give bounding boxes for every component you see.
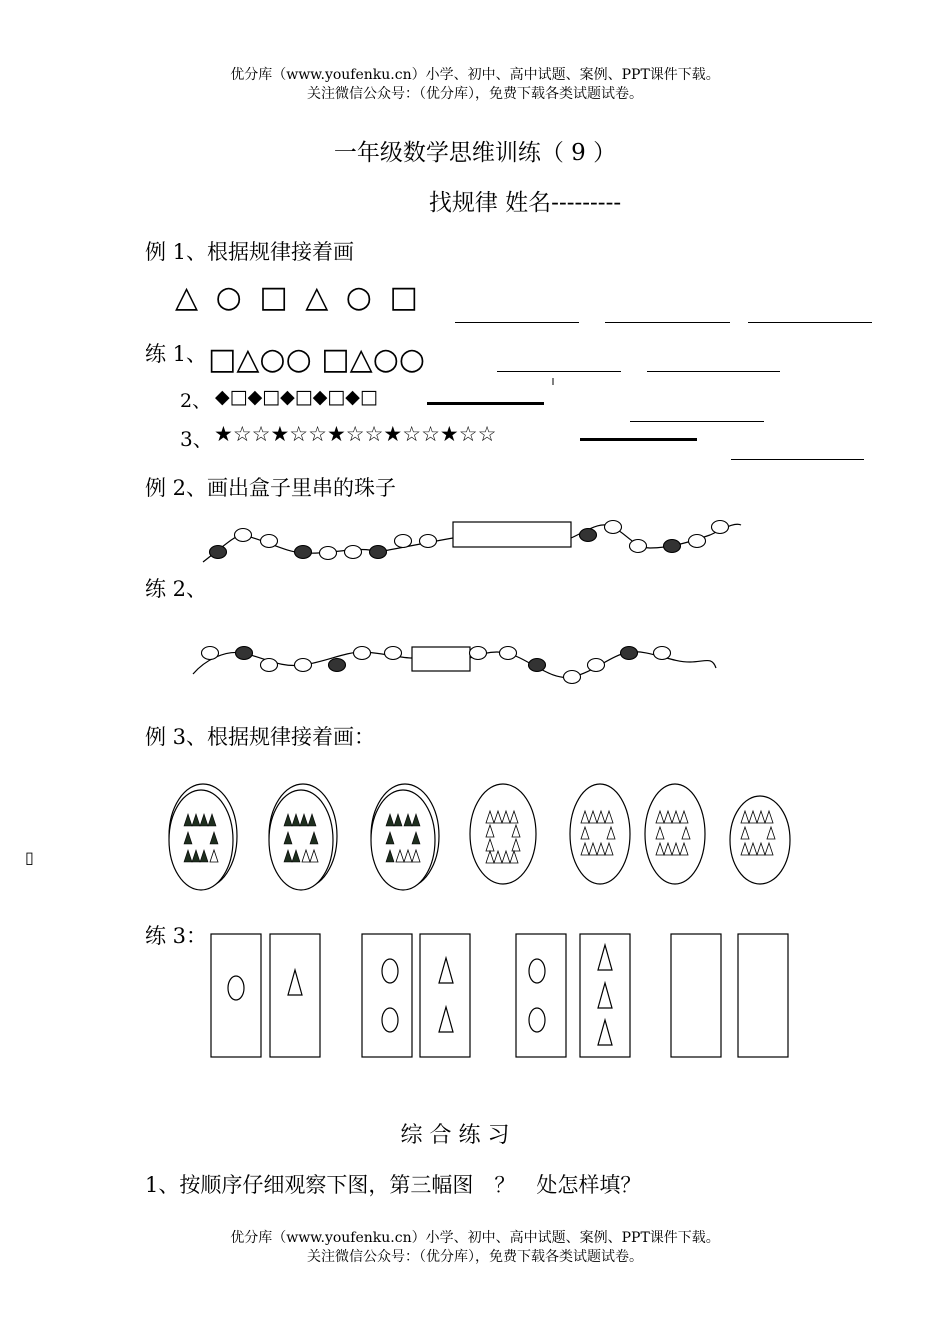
bead-white [689,535,706,548]
bead-dark [621,647,638,660]
practice-1-row2-number: 2、 [180,390,212,412]
circle-shape [382,959,398,983]
bead-white [712,521,729,534]
example-1-label: 例 1、根据规律接着画 [145,240,355,264]
bead-white [202,647,219,660]
bead-dark [329,659,346,672]
bead-white [420,535,437,548]
circle-shape [529,1008,545,1032]
practice-1-label: 练 1、 [145,342,208,366]
bead-white [261,535,278,548]
question-1: 1、按顺序仔细观察下图，第三幅图 ？ 处怎样填？ [145,1173,642,1197]
bead-dark [236,647,253,660]
bead-dark [580,529,597,542]
example-1-shapes: △ ○ □ △ ○ □ [175,280,422,315]
bead-dark [370,546,387,559]
card-pair-3-left [516,934,566,1057]
bead-white [261,659,278,672]
bead-dark [295,546,312,559]
practice-1-row2-shapes: ◆□◆□◆□◆□◆□ [215,386,378,408]
example-3-label: 例 3、根据规律接着画： [145,725,376,749]
bead-white [345,546,362,559]
circle-shape [382,1008,398,1032]
example-2-label: 例 2、画出盒子里串的珠子 [145,476,397,500]
section-title: 综 合 练 习 [400,1123,510,1148]
circle-shape [228,976,244,1000]
bead-white [564,671,581,684]
circle-shape [529,959,545,983]
bead-white [235,529,252,542]
header-line-2: 关注微信公众号：（优分库），免费下载各类试题试卷。 [307,86,643,102]
card-pair-2-right [420,934,470,1057]
practice-1-row3-number: 3、 [180,427,213,451]
worksheet-subtitle: 找规律 姓名--------- [428,190,622,216]
bead-dark [210,546,227,559]
bead-white [500,647,517,660]
bead-white [470,647,487,660]
bead-white [395,535,412,548]
bead-white [588,659,605,672]
bead-white [320,547,337,560]
side-marker: ▯ [25,848,34,867]
card-pair-2-left [362,934,412,1057]
footer-line-2: 关注微信公众号：（优分库），免费下载各类试题试卷。 [307,1249,643,1265]
bead-white [354,647,371,660]
bead-white [654,647,671,660]
card-pair-4-left [671,934,721,1057]
example-2-bead-string [203,522,741,562]
practice-1-row3-shapes: ★☆☆★☆☆★☆☆★☆☆★☆☆ [214,422,497,446]
worksheet-title: 一年级数学思维训练（ 9 ） [333,140,617,166]
header-line-1: 优分库（www.youfenku.cn）小学、初中、高中试题、案例、PPT课件下载。 [230,67,720,83]
practice-1-row1-shapes: □△○○ □△○○ [208,342,426,377]
bead-white [295,659,312,672]
bead-dark [664,540,681,553]
example-3-ovals [169,784,790,890]
bead-white [385,647,402,660]
practice-2-label: 练 2、 [145,577,208,601]
card-pair-4-right [738,934,788,1057]
bead-white [605,521,622,534]
bead-white [630,540,647,553]
footer-line-1: 优分库（www.youfenku.cn）小学、初中、高中试题、案例、PPT课件下载。 [230,1230,720,1246]
practice-3-label: 练 3： [145,924,208,948]
bead-dark [529,659,546,672]
